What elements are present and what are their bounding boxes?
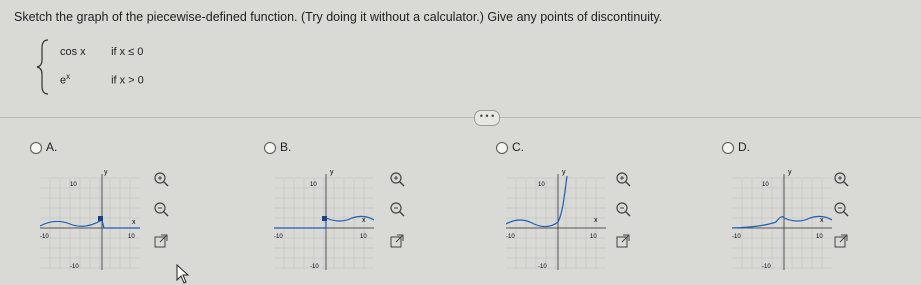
- question-text: Sketch the graph of the piecewise-defined function. (Try doing it without a calculator.) Give any points of discontinuity.: [14, 10, 663, 24]
- x-label-a: x: [132, 219, 136, 226]
- y-top-a: 10: [70, 182, 77, 188]
- row2-expression: [60, 72, 108, 87]
- x-right-c: 10: [590, 234, 597, 240]
- x-left-d: -10: [732, 234, 741, 240]
- zoom-in-icon[interactable]: [388, 170, 406, 188]
- y-bottom-a: -10: [70, 264, 79, 270]
- choice-b-letter: B.: [280, 140, 292, 154]
- piecewise-function: [34, 38, 194, 96]
- y-bottom-d: -10: [762, 264, 771, 270]
- radio-a[interactable]: [30, 142, 42, 154]
- choice-d-letter: D.: [738, 140, 750, 154]
- popout-icon[interactable]: [614, 232, 632, 250]
- zoom-out-icon[interactable]: [832, 200, 850, 218]
- x-label-b: x: [362, 217, 366, 224]
- choice-d[interactable]: [722, 140, 921, 280]
- x-label-d: x: [820, 217, 824, 224]
- y-label-d: y: [788, 169, 792, 176]
- x-right-d: 10: [816, 234, 823, 240]
- choice-a[interactable]: [30, 140, 230, 280]
- radio-c[interactable]: [496, 142, 508, 154]
- y-label-a: y: [104, 169, 108, 176]
- row2-base: e: [60, 74, 67, 87]
- row2-exponent: x: [66, 72, 71, 81]
- graph-d: [732, 164, 832, 270]
- y-top-d: 10: [762, 182, 769, 188]
- x-right-a: 10: [128, 234, 135, 240]
- x-label-c: x: [594, 217, 598, 224]
- piecewise-row-1: [60, 46, 143, 58]
- left-brace: [34, 38, 54, 96]
- point-a: [98, 216, 103, 221]
- radio-b[interactable]: [264, 142, 276, 154]
- grid-d: [732, 178, 832, 270]
- zoom-in-icon[interactable]: [614, 170, 632, 188]
- row2-condition: if x > 0: [111, 74, 144, 87]
- grid-a: [40, 178, 140, 270]
- x-left-b: -10: [274, 234, 283, 240]
- zoom-out-icon[interactable]: [614, 200, 632, 218]
- expand-more-button[interactable]: • • •: [474, 110, 500, 126]
- radio-d[interactable]: [722, 142, 734, 154]
- graph-a: [40, 164, 140, 270]
- choice-c[interactable]: [496, 140, 696, 280]
- y-top-b: 10: [310, 182, 317, 188]
- graph-c: [506, 164, 606, 270]
- x-left-c: -10: [506, 234, 515, 240]
- x-right-b: 10: [360, 234, 367, 240]
- popout-icon[interactable]: [388, 232, 406, 250]
- y-label-b: y: [330, 169, 334, 176]
- zoom-out-icon[interactable]: [152, 200, 170, 218]
- choice-c-letter: C.: [512, 140, 524, 154]
- y-bottom-c: -10: [538, 264, 547, 270]
- choice-b[interactable]: [264, 140, 464, 280]
- point-b: [322, 216, 327, 221]
- zoom-in-icon[interactable]: [152, 170, 170, 188]
- mouse-cursor-icon: [176, 264, 190, 284]
- graph-b: [274, 164, 374, 270]
- x-left-a: -10: [40, 234, 49, 240]
- row1-expression: cos x: [60, 46, 86, 58]
- choice-a-letter: A.: [46, 140, 58, 154]
- y-top-c: 10: [538, 182, 545, 188]
- piecewise-row-2: [60, 72, 144, 87]
- zoom-in-icon[interactable]: [832, 170, 850, 188]
- y-bottom-b: -10: [310, 264, 319, 270]
- row1-condition: if x ≤ 0: [111, 46, 144, 58]
- y-label-c: y: [562, 169, 566, 176]
- popout-icon[interactable]: [152, 232, 170, 250]
- zoom-out-icon[interactable]: [388, 200, 406, 218]
- grid-b: [274, 178, 374, 270]
- section-divider: [0, 117, 921, 118]
- popout-icon[interactable]: [832, 232, 850, 250]
